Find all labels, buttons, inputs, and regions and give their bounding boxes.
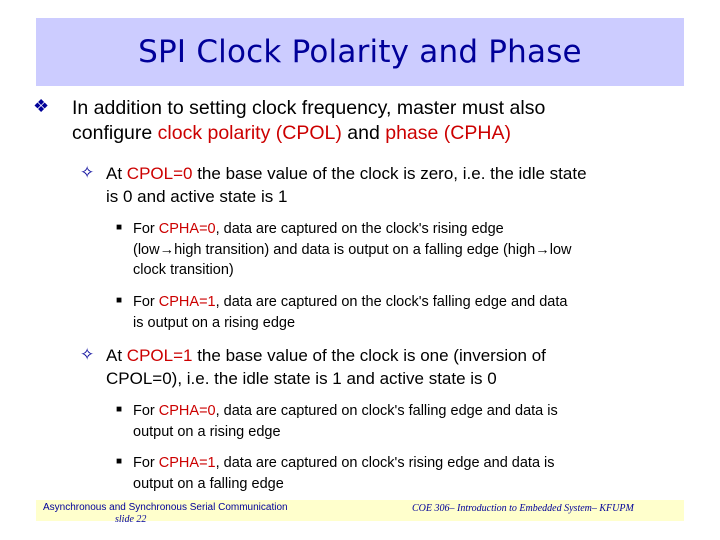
line1	[133, 292, 567, 313]
line2: (low→high transition) and data is output on a falling edge (high→low	[133, 241, 572, 258]
bullet-cpol0-cpha0	[133, 219, 571, 281]
bullet-cpol1-line1	[106, 345, 546, 368]
footer	[36, 500, 684, 525]
bullet-cpol1	[106, 345, 546, 390]
slide-number: slide 22	[115, 513, 147, 525]
text: For	[133, 403, 159, 419]
footer-course-code: COE 306– Introduction to Embedded System– KFUPM	[412, 503, 634, 514]
text: and	[341, 122, 386, 144]
text: For	[133, 221, 159, 237]
line1	[133, 401, 558, 422]
text: At	[106, 164, 127, 183]
text: the base value of the clock is zero, i.e. the idle state	[192, 164, 587, 183]
square-bullet-icon: ■	[116, 456, 123, 467]
text: the base value of the clock is one (inversion of	[192, 346, 546, 365]
highlight-cpha0: CPHA=0	[158, 221, 216, 237]
four-point-star-bullet-icon: ✧	[80, 163, 95, 182]
bullet-cpol1-cpha0	[133, 401, 558, 442]
square-bullet-icon: ■	[116, 222, 123, 233]
text: , data are captured on clock's rising edge and data is	[215, 455, 555, 471]
square-bullet-icon: ■	[116, 295, 123, 306]
highlight-cpol: clock polarity (CPOL)	[157, 122, 342, 144]
text: , data are captured on clock's falling edge and data is	[215, 403, 558, 419]
bullet-cpol0-line1	[106, 163, 587, 186]
bullet-cpol0-cpha1	[133, 292, 567, 333]
text: For	[133, 455, 159, 471]
diamond-clover-bullet-icon: ❖	[33, 96, 50, 116]
text: configure	[72, 122, 158, 144]
four-point-star-bullet-icon: ✧	[80, 345, 95, 364]
text: , data are captured on the clock's falling edge and data	[215, 294, 568, 310]
bullet-cpol1-line2: CPOL=0), i.e. the idle state is 1 and active state is 0	[106, 368, 497, 388]
bullet-cpol0	[106, 163, 587, 208]
highlight-cpha: phase (CPHA)	[385, 122, 511, 144]
highlight-cpha0: CPHA=0	[158, 403, 216, 419]
footer-course-title: Asynchronous and Synchronous Serial Communication	[43, 502, 288, 513]
line2: output on a falling edge	[133, 475, 284, 492]
bullet-main	[72, 96, 545, 146]
line2: is output on a rising edge	[133, 314, 296, 331]
line2: output on a rising edge	[133, 423, 281, 440]
bullet-main-line2	[72, 121, 545, 146]
highlight-cpol1: CPOL=1	[126, 346, 193, 365]
square-bullet-icon: ■	[116, 404, 123, 415]
text: , data are captured on the clock's rising edge	[215, 221, 504, 237]
text: For	[133, 294, 159, 310]
highlight-cpha1: CPHA=1	[158, 294, 216, 310]
highlight-cpha1: CPHA=1	[158, 455, 216, 471]
bullet-cpol0-line2: is 0 and active state is 1	[106, 186, 288, 206]
line1	[133, 453, 555, 474]
text: At	[106, 346, 127, 365]
slide-title: SPI Clock Polarity and Phase	[138, 34, 582, 70]
line1	[133, 219, 571, 240]
footer-left	[43, 502, 288, 525]
bullet-main-line1: In addition to setting clock frequency, master must also	[72, 97, 546, 119]
bullet-cpol1-cpha1	[133, 453, 555, 494]
line3: clock transition)	[133, 262, 234, 278]
highlight-cpol0: CPOL=0	[126, 164, 193, 183]
